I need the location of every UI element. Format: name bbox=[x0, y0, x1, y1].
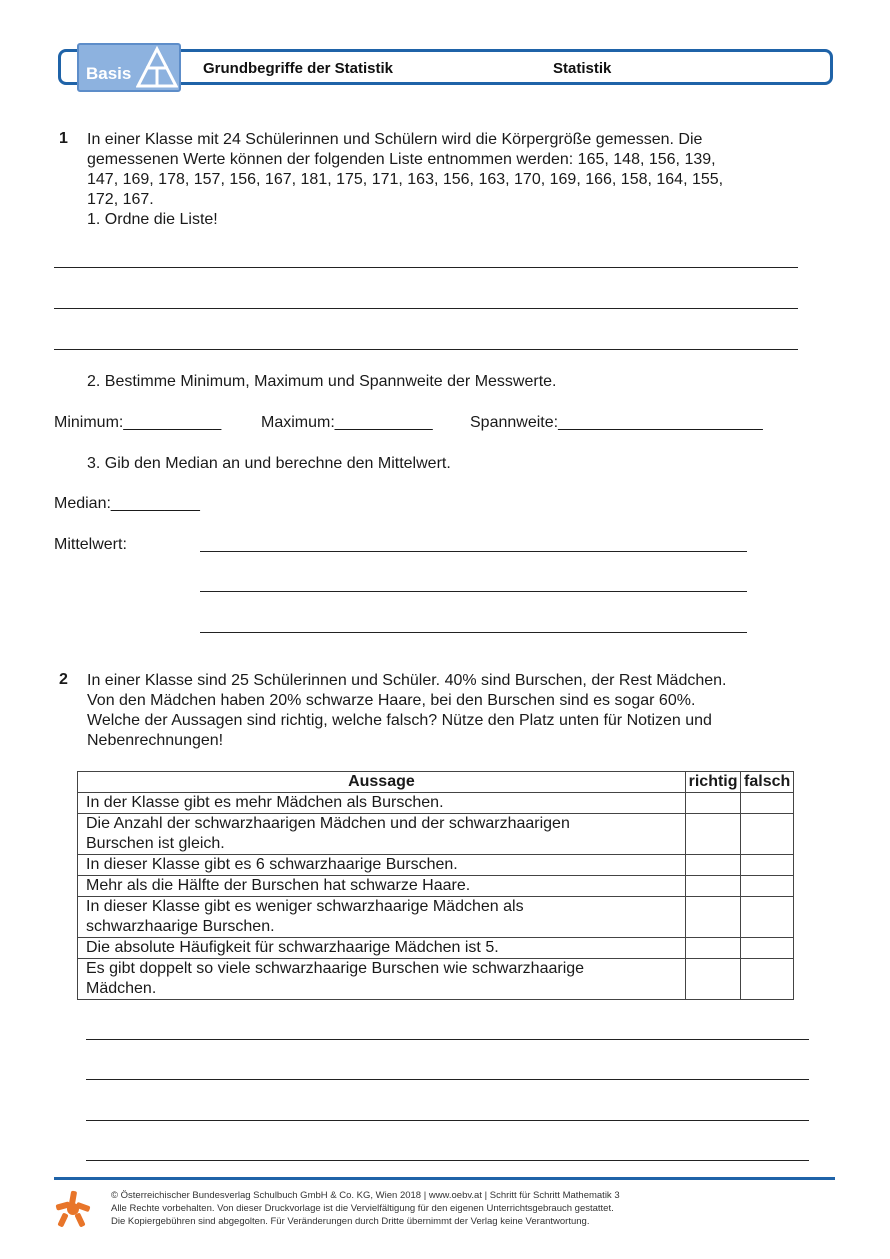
badge-label: Basis bbox=[86, 64, 132, 83]
table-row bbox=[78, 938, 794, 959]
subtask-1: 1. Ordne die Liste! bbox=[87, 211, 218, 228]
notes-line[interactable] bbox=[86, 1120, 809, 1121]
task1-intro-1: In einer Klasse mit 24 Schülerinnen und Schülern wird die Körpergröße gemessen. Die bbox=[87, 131, 703, 148]
notes-line[interactable] bbox=[86, 1039, 809, 1040]
footer-line: Die Kopiergebühren sind abgegolten. Für Veränderungen durch Dritte übernimmt der Verlag keine Verantwortung. bbox=[111, 1216, 590, 1227]
falsch-cell[interactable] bbox=[741, 793, 794, 814]
subtask-3: 3. Gib den Median an und berechne den Mittelwert. bbox=[87, 455, 451, 472]
statement-text: In der Klasse gibt es mehr Mädchen als Burschen. bbox=[78, 793, 686, 814]
mittelwert-line[interactable] bbox=[200, 591, 747, 592]
table-row bbox=[78, 814, 794, 855]
task2-intro-3: Welche der Aussagen sind richtig, welche falsch? Nütze den Platz unten für Notizen und bbox=[87, 712, 712, 729]
table-header-row bbox=[78, 772, 794, 793]
falsch-cell[interactable] bbox=[741, 814, 794, 855]
richtig-cell[interactable] bbox=[685, 959, 740, 1000]
richtig-cell[interactable] bbox=[685, 876, 740, 897]
table-row bbox=[78, 876, 794, 897]
task1-intro-3: 147, 169, 178, 157, 156, 167, 181, 175, 171, 163, 156, 163, 170, 169, 166, 158, 164, 155, bbox=[87, 171, 724, 188]
statement-table bbox=[77, 771, 794, 1000]
answer-line[interactable] bbox=[54, 308, 798, 309]
task1-intro-2: gemessenen Werte können der folgenden Liste entnommen werden: 165, 148, 156, 139, bbox=[87, 151, 716, 168]
task2-intro-4: Nebenrechnungen! bbox=[87, 732, 224, 749]
mittelwert-line[interactable] bbox=[200, 551, 747, 552]
header-richtig: richtig bbox=[685, 772, 740, 793]
table-row bbox=[78, 897, 794, 938]
statement-text: Die Anzahl der schwarzhaarigen Mädchen und der schwarzhaarigen Burschen ist gleich. bbox=[78, 814, 686, 855]
richtig-cell[interactable] bbox=[685, 855, 740, 876]
notes-line[interactable] bbox=[86, 1079, 809, 1080]
richtig-cell[interactable] bbox=[685, 793, 740, 814]
subject-label: Statistik bbox=[553, 60, 612, 77]
falsch-cell[interactable] bbox=[741, 938, 794, 959]
footer-divider bbox=[54, 1177, 835, 1180]
table-row bbox=[78, 959, 794, 1000]
median-field[interactable]: Median:__________ bbox=[54, 495, 200, 512]
falsch-cell[interactable] bbox=[741, 855, 794, 876]
minimum-field[interactable]: Minimum:___________ bbox=[54, 414, 222, 431]
notes-line[interactable] bbox=[86, 1160, 809, 1161]
table-row bbox=[78, 793, 794, 814]
publisher-logo-icon bbox=[55, 1190, 91, 1228]
richtig-cell[interactable] bbox=[685, 814, 740, 855]
falsch-cell[interactable] bbox=[741, 897, 794, 938]
richtig-cell[interactable] bbox=[685, 897, 740, 938]
falsch-cell[interactable] bbox=[741, 876, 794, 897]
statement-text: Es gibt doppelt so viele schwarzhaarige Burschen wie schwarzhaarige Mädchen. bbox=[78, 959, 686, 1000]
footer-line: Alle Rechte vorbehalten. Von dieser Druckvorlage ist die Vervielfältigung für den eigenen Unterrichtsgebrauch gestattet. bbox=[111, 1203, 614, 1214]
answer-line[interactable] bbox=[54, 349, 798, 350]
spannweite-field[interactable]: Spannweite:_______________________ bbox=[470, 414, 763, 431]
header-falsch: falsch bbox=[741, 772, 794, 793]
maximum-field[interactable]: Maximum:___________ bbox=[261, 414, 433, 431]
mittelwert-label: Mittelwert: bbox=[54, 536, 127, 553]
task-number: 2 bbox=[59, 671, 68, 688]
richtig-cell[interactable] bbox=[685, 938, 740, 959]
falsch-cell[interactable] bbox=[741, 959, 794, 1000]
task1-intro-4: 172, 167. bbox=[87, 191, 154, 208]
task-number: 1 bbox=[59, 130, 68, 147]
triangle-logo-icon bbox=[136, 46, 178, 88]
worksheet-title: Grundbegriffe der Statistik bbox=[203, 60, 394, 77]
task2-intro-1: In einer Klasse sind 25 Schülerinnen und Schüler. 40% sind Burschen, der Rest Mädchen. bbox=[87, 672, 727, 689]
subtask-2: 2. Bestimme Minimum, Maximum und Spannweite der Messwerte. bbox=[87, 373, 557, 390]
answer-line[interactable] bbox=[54, 267, 798, 268]
statement-text: In dieser Klasse gibt es 6 schwarzhaarige Burschen. bbox=[78, 855, 686, 876]
statement-text: In dieser Klasse gibt es weniger schwarzhaarige Mädchen als schwarzhaarige Burschen. bbox=[78, 897, 686, 938]
table-row bbox=[78, 855, 794, 876]
mittelwert-line[interactable] bbox=[200, 632, 747, 633]
task2-intro-2: Von den Mädchen haben 20% schwarze Haare, bei den Burschen sind es sogar 60%. bbox=[87, 692, 696, 709]
header-aussage: Aussage bbox=[78, 772, 686, 793]
footer-copyright bbox=[111, 1189, 620, 1228]
statement-text: Mehr als die Hälfte der Burschen hat schwarze Haare. bbox=[78, 876, 686, 897]
footer-line: © Österreichischer Bundesverlag Schulbuch GmbH & Co. KG, Wien 2018 | www.oebv.at | Schritt für Schritt Mathematik 3 bbox=[111, 1190, 620, 1201]
statement-text: Die absolute Häufigkeit für schwarzhaarige Mädchen ist 5. bbox=[78, 938, 686, 959]
